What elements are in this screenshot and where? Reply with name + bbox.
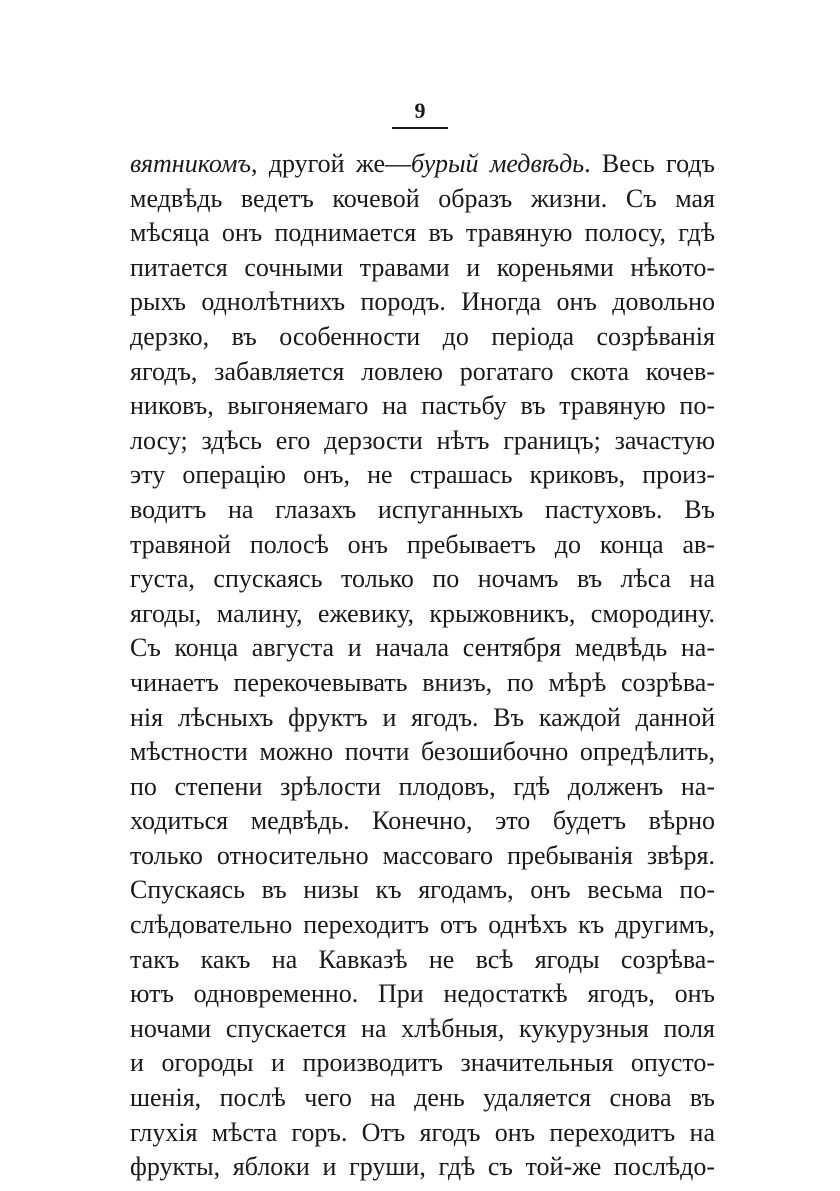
text-line: лосу; здѣсь его дерзости нѣтъ границъ; зачастую: [130, 425, 715, 455]
page-number-underline: [392, 127, 448, 129]
text-line: эту операцію онъ, не страшась криковъ, произ-: [130, 460, 715, 490]
text-line: медвѣдь ведетъ кочевой образъ жизни. Съ мая: [130, 183, 715, 213]
text-line: водитъ на глазахъ испуганныхъ пастуховъ. Въ: [130, 494, 715, 524]
text-run: . Весь годъ: [584, 149, 715, 178]
text-line-1: [130, 147, 715, 182]
page-number: 9: [414, 98, 426, 123]
text-line: никовъ, выгоняемаго на пастьбу въ травяную по-: [130, 391, 715, 421]
text-line: травяной полосѣ онъ пребываетъ до конца ав-: [130, 529, 715, 559]
text-line: Съ конца августа и начала сентября медвѣдь на-: [130, 633, 715, 663]
text-line: по степени зрѣлости плодовъ, гдѣ долженъ на-: [130, 771, 715, 801]
text-line: чинаетъ перекочевывать внизъ, по мѣрѣ созрѣва-: [130, 667, 715, 697]
text-line: Спускаясь въ низы къ ягодамъ, онъ весьма по-: [130, 875, 715, 905]
body-text: [130, 147, 715, 1185]
italic-term: бурый медвѣдь: [411, 149, 585, 178]
text-line: питается сочными травами и кореньями нѣкото-: [130, 252, 715, 282]
text-line: только относительно массоваго пребыванія звѣря.: [130, 840, 715, 870]
text-line: ходиться медвѣдь. Конечно, это будетъ вѣрно: [130, 806, 715, 836]
text-line: и огороды и производитъ значительныя опусто-: [130, 1048, 715, 1078]
text-line: нія лѣсныхъ фруктъ и ягодъ. Въ каждой данной: [130, 702, 715, 732]
text-line: мѣсяца онъ поднимается въ травяную полосу, гдѣ: [130, 218, 715, 248]
text-line: такъ какъ на Кавказѣ не всѣ ягоды созрѣва-: [130, 944, 715, 974]
text-line: фрукты, яблоки и груши, гдѣ съ той-же послѣдо-: [130, 1152, 715, 1182]
text-line: мѣстности можно почти безошибочно опредѣлить,: [130, 737, 715, 767]
text-run: , другой же—: [250, 149, 412, 178]
text-line: ютъ одновременно. При недостаткѣ ягодъ, онъ: [130, 979, 715, 1009]
text-line: ягоды, малину, ежевику, крыжовникъ, смородину.: [130, 598, 715, 628]
text-line: глухія мѣста горъ. Отъ ягодъ онъ переходитъ на: [130, 1117, 715, 1147]
text-line: ягодъ, забавляется ловлею рогатаго скота кочев-: [130, 356, 715, 386]
italic-term: вятникомъ: [130, 149, 251, 178]
text-line: густа, спускаясь только по ночамъ въ лѣса на: [130, 564, 715, 594]
text-line: шенія, послѣ чего на день удаляется снова въ: [130, 1083, 715, 1113]
text-line: слѣдовательно переходитъ отъ однѣхъ къ другимъ,: [130, 910, 715, 940]
text-line: ночами спускается на хлѣбныя, кукурузныя поля: [130, 1013, 715, 1043]
text-line: дерзко, въ особенности до періода созрѣванія: [130, 321, 715, 351]
text-line: рыхъ однолѣтнихъ породъ. Иногда онъ довольно: [130, 287, 715, 317]
